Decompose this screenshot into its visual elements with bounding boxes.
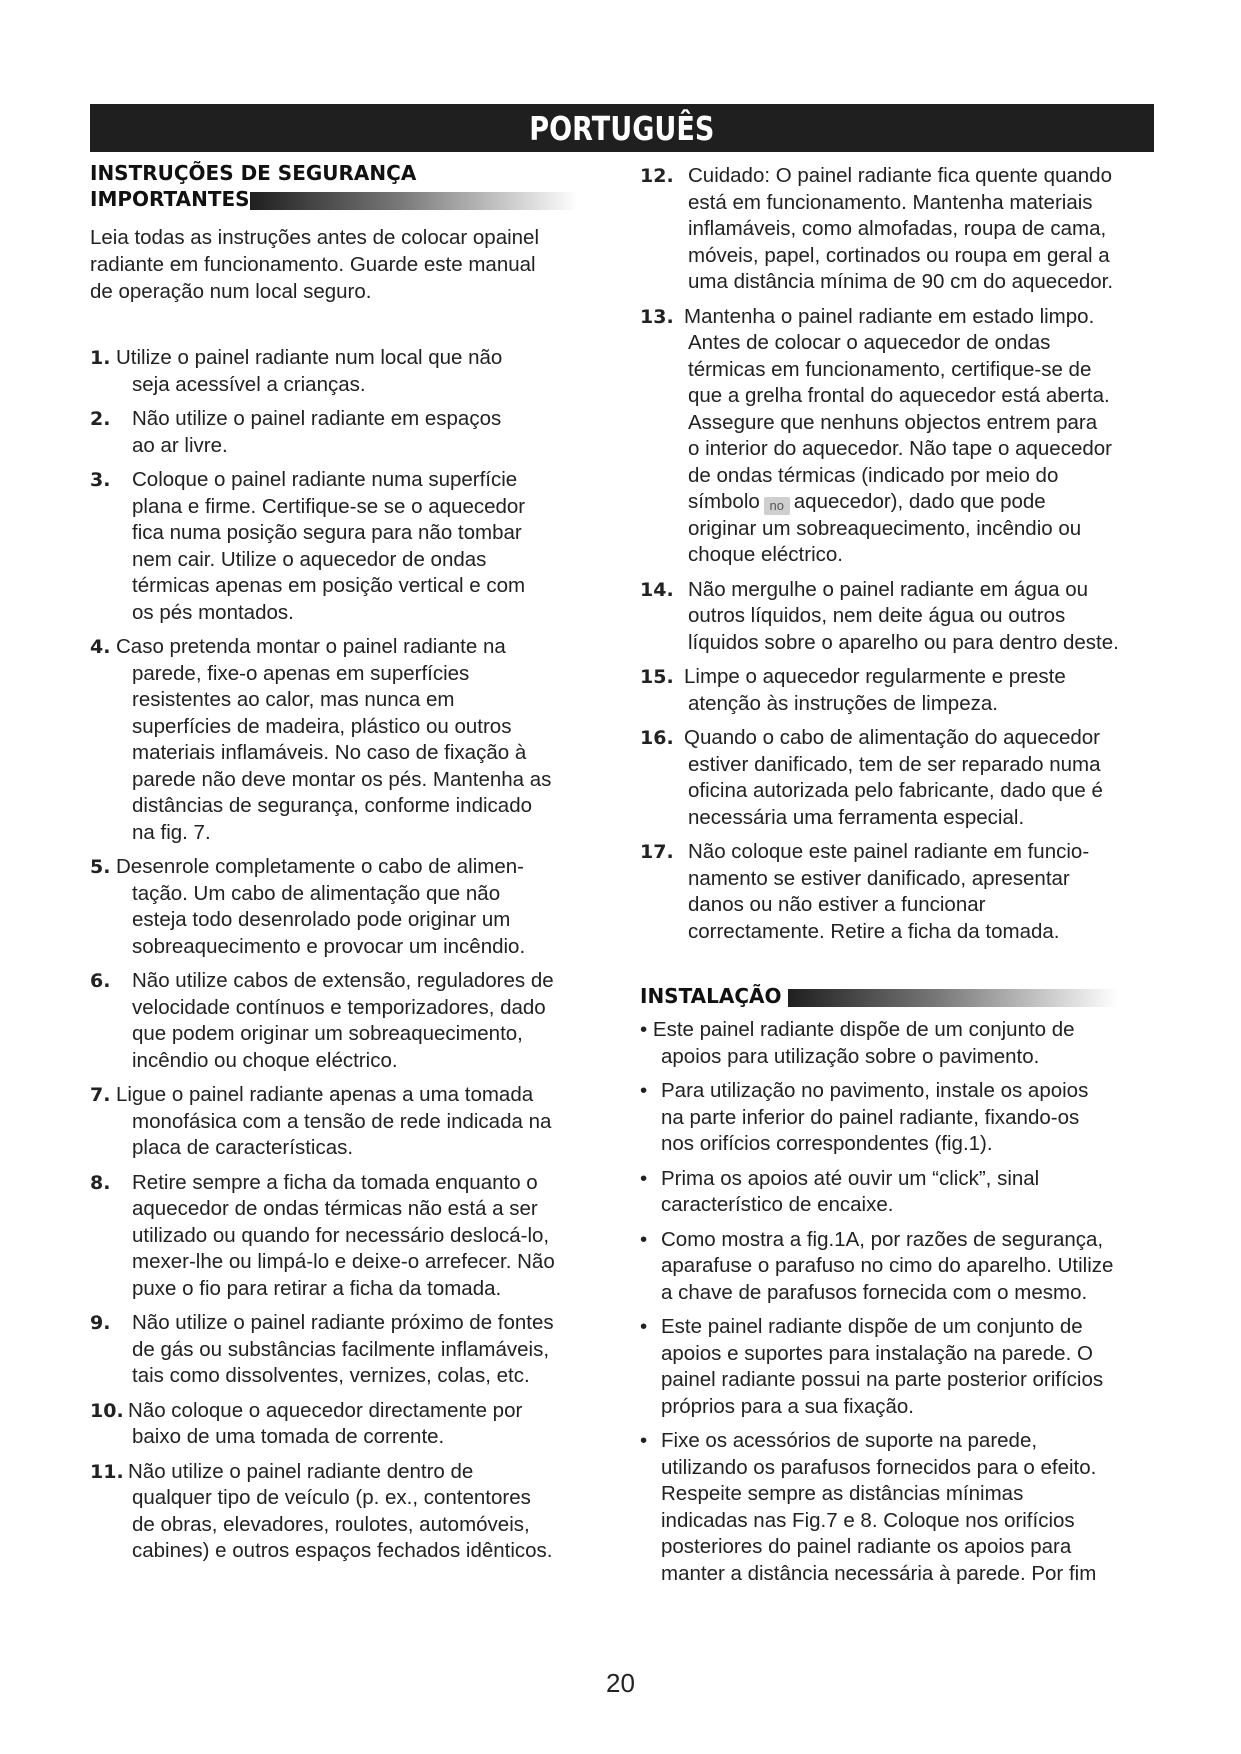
item-number: 8. <box>90 1171 111 1194</box>
item-line: na parte inferior do painel radiante, fixando-os <box>661 1105 1080 1129</box>
bullet-mark: • <box>640 1079 648 1102</box>
item-line: mexer-lhe ou limpá-lo e deixe-o arrefecer. Não <box>132 1250 555 1273</box>
item-line: Prima os apoios até ouvir um “click”, sinal <box>661 1166 1040 1190</box>
item-number: 17. <box>640 841 674 863</box>
item-line: Cuidado: O painel radiante fica quente quando <box>688 164 1112 187</box>
item-line: Fixe os acessórios de suporte na parede, <box>661 1429 1038 1452</box>
heading-gradient-bar <box>788 989 1118 1007</box>
item-line: característico de encaixe. <box>661 1193 894 1216</box>
item-line: velocidade contínuos e temporizadores, dado <box>132 995 546 1019</box>
item-line: o interior do aquecedor. Não tape o aquecedor <box>688 437 1112 460</box>
item-line: sobreaquecimento e provocar um incêndio. <box>132 934 526 958</box>
item-line: necessária uma ferramenta especial. <box>688 805 1025 829</box>
item-line: Assegure que nenhuns objectos entrem para <box>688 410 1098 434</box>
item-line: plana e firme. Certifique-se se o aquecedor <box>132 494 526 518</box>
item-line: Não mergulhe o painel radiante em água ou <box>688 577 1089 601</box>
item-line: danos ou não estiver a funcionar <box>688 893 986 916</box>
item-line: Este painel radiante dispõe de um conjunto de <box>661 1315 1083 1338</box>
item-line: outros líquidos, nem deite água ou outros <box>688 604 1066 627</box>
safety-item-8 <box>90 1170 605 1303</box>
item-line: ao ar livre. <box>132 433 228 457</box>
item-number: 13. <box>640 305 674 328</box>
safety-item-10 <box>90 1398 605 1451</box>
item-line: Retire sempre a ficha da tomada enquanto o <box>132 1170 538 1194</box>
item-line: tação. Um cabo de alimentação que não <box>132 881 501 905</box>
safety-list-left <box>90 345 605 1565</box>
heading-gradient-bar <box>250 192 578 210</box>
item-line: cabines) e outros espaços fechados idênticos. <box>132 1539 553 1562</box>
item-line-part: símbolo <box>688 490 760 513</box>
safety-item-3 <box>90 467 605 626</box>
item-line: Não coloque o aquecedor directamente por <box>128 1398 523 1422</box>
item-line: correctamente. Retire a ficha da tomada. <box>688 919 1060 943</box>
no-heater-symbol-icon: no <box>764 497 790 515</box>
item-number: 6. <box>90 970 111 992</box>
safety-item-17 <box>640 839 1160 945</box>
safety-heading-line1: INSTRUÇÕES DE SEGURANÇA <box>90 161 417 185</box>
installation-item <box>640 1078 1160 1158</box>
item-line: Caso pretenda montar o painel radiante na <box>116 635 506 658</box>
item-line: aquecedor de ondas térmicas não está a ser <box>132 1197 538 1220</box>
item-number: 5. <box>90 856 111 878</box>
safety-item-11 <box>90 1459 605 1565</box>
installation-item <box>640 1166 1160 1219</box>
item-line: choque eléctrico. <box>688 543 843 566</box>
item-number: 10. <box>90 1399 124 1422</box>
item-line: Antes de colocar o aquecedor de ondas <box>688 331 1051 354</box>
bullet-mark: • <box>640 1315 648 1338</box>
item-line: baixo de uma tomada de corrente. <box>132 1425 445 1448</box>
installation-item <box>640 1314 1160 1420</box>
item-line: a chave de parafusos fornecida com o mesmo. <box>661 1280 1088 1304</box>
item-line: parede, fixe-o apenas em superfícies <box>132 661 470 685</box>
safety-item-1 <box>90 345 605 398</box>
installation-item <box>640 1017 1160 1070</box>
item-line: de ondas térmicas (indicado por meio do <box>688 463 1059 487</box>
installation-item <box>640 1227 1160 1307</box>
item-line: Não utilize o painel radiante em espaços <box>132 407 502 430</box>
installation-list <box>640 1017 1160 1587</box>
item-number: 14. <box>640 578 674 601</box>
item-line: térmicas em funcionamento, certifique-se de <box>688 357 1092 381</box>
item-line: Coloque o painel radiante numa superfície <box>132 468 518 491</box>
item-line: oficina autorizada pelo fabricante, dado que é <box>688 779 1103 802</box>
item-line: fica numa posição segura para não tombar <box>132 521 522 544</box>
item-line: térmicas apenas em posição vertical e com <box>132 574 526 597</box>
item-line: superfícies de madeira, plástico ou outros <box>132 714 512 738</box>
item-line: posteriores do painel radiante os apoios para <box>661 1535 1072 1558</box>
item-line: Respeite sempre as distâncias mínimas <box>661 1482 1024 1505</box>
item-line: resistentes ao calor, mas nunca em <box>132 688 455 711</box>
safety-item-2 <box>90 406 605 459</box>
item-line: os pés montados. <box>132 600 294 624</box>
safety-item-7 <box>90 1082 605 1162</box>
item-line: aparafuse o parafuso no cimo do aparelho. Utilize <box>661 1254 1114 1277</box>
item-line: indicadas nas Fig.7 e 8. Coloque nos orifícios <box>661 1508 1075 1532</box>
banner-title: PORTUGUÊS <box>529 108 715 148</box>
left-column <box>90 160 605 1565</box>
installation-item <box>640 1428 1160 1587</box>
safety-heading <box>90 160 605 212</box>
item-line: Não coloque este painel radiante em funcio- <box>688 840 1090 863</box>
item-line: esteja todo desenrolado pode originar um <box>132 908 511 931</box>
item-number: 16. <box>640 727 674 749</box>
item-number: 15. <box>640 666 674 688</box>
installation-heading-text: INSTALAÇÃO <box>640 984 782 1008</box>
bullet-mark: • <box>640 1166 648 1190</box>
safety-intro <box>90 224 605 305</box>
item-line: puxe o fio para retirar a ficha da tomada. <box>132 1276 502 1300</box>
safety-item-4 <box>90 634 605 846</box>
item-line: nem cair. Utilize o aquecedor de ondas <box>132 547 487 571</box>
safety-item-15 <box>640 664 1160 717</box>
item-line: Mantenha o painel radiante em estado limpo. <box>684 304 1095 328</box>
safety-item-13 <box>640 304 1160 569</box>
item-line: Desenrole completamente o cabo de alimen- <box>116 855 524 878</box>
item-line: utilizado ou quando for necessário deslocá-lo, <box>132 1223 550 1247</box>
safety-item-16 <box>640 725 1160 831</box>
item-line: Ligue o painel radiante apenas a uma tomada <box>116 1083 534 1106</box>
item-number: 9. <box>90 1312 111 1334</box>
item-line: namento se estiver danificado, apresentar <box>688 866 1070 890</box>
item-line: que a grelha frontal do aquecedor está aberta. <box>688 384 1110 407</box>
item-line: Não utilize o painel radiante próximo de fontes <box>132 1311 554 1334</box>
item-line: móveis, papel, cortinados ou roupa em geral a <box>688 243 1110 267</box>
safety-item-12 <box>640 163 1160 296</box>
item-line: nos orifícios correspondentes (fig.1). <box>661 1132 993 1155</box>
item-line: Como mostra a fig.1A, por razões de segurança, <box>661 1227 1104 1251</box>
item-line: Utilize o painel radiante num local que não <box>116 346 503 369</box>
item-line: painel radiante possui na parte posterior orifícios <box>661 1368 1104 1391</box>
item-line: de gás ou substâncias facilmente inflamáveis, <box>132 1337 550 1361</box>
item-line-part: aquecedor), dado que pode <box>793 490 1046 513</box>
item-number: 4. <box>90 636 111 658</box>
safety-item-6 <box>90 968 605 1074</box>
item-line: monofásica com a tensão de rede indicada na <box>132 1109 552 1133</box>
item-line: materiais inflamáveis. No caso de fixação à <box>132 741 527 764</box>
item-line: apoios e suportes para instalação na parede. O <box>661 1341 1093 1365</box>
item-line: Quando o cabo de alimentação do aquecedor <box>684 726 1101 749</box>
item-line: utilizando os parafusos fornecidos para o efeito. <box>661 1455 1097 1479</box>
item-line <box>640 1017 1160 1044</box>
safety-item-14 <box>640 577 1160 657</box>
item-line: Para utilização no pavimento, instale os apoios <box>661 1079 1089 1102</box>
item-line: líquidos sobre o aparelho ou para dentro deste. <box>688 630 1119 654</box>
right-column <box>640 160 1160 1587</box>
item-number: 1. <box>90 347 111 369</box>
item-number: 3. <box>90 469 111 491</box>
item-line: inflamáveis, como almofadas, roupa de cama, <box>688 217 1107 240</box>
item-line: de obras, elevadores, roulotes, automóveis, <box>132 1512 530 1536</box>
item-line: que podem originar um sobreaquecimento, <box>132 1022 523 1045</box>
safety-item-5 <box>90 854 605 960</box>
page-number: 20 <box>606 1668 635 1698</box>
item-line: distâncias de segurança, conforme indicado <box>132 794 532 817</box>
bullet-mark: • <box>640 1227 648 1251</box>
safety-heading-line2: IMPORTANTES <box>90 187 250 211</box>
item-number: 11. <box>90 1460 124 1483</box>
item-line: estiver danificado, tem de ser reparado numa <box>688 752 1101 776</box>
item-number: 7. <box>90 1084 111 1106</box>
item-line: Limpe o aquecedor regularmente e preste <box>684 665 1066 688</box>
bullet-mark: • <box>640 1429 648 1452</box>
item-line: Não utilize o painel radiante dentro de <box>128 1459 474 1483</box>
installation-heading <box>640 983 1160 1009</box>
item-line: na fig. 7. <box>132 820 211 844</box>
safety-list-right <box>640 163 1160 945</box>
item-line: incêndio ou choque eléctrico. <box>132 1048 398 1072</box>
item-number: 12. <box>640 165 674 187</box>
item-line: atenção às instruções de limpeza. <box>688 691 998 715</box>
intro-line: Leia todas as instruções antes de colocar opainel <box>90 226 540 249</box>
item-line: qualquer tipo de veículo (p. ex., contentores <box>132 1486 531 1509</box>
item-line: Não utilize cabos de extensão, reguladores de <box>132 969 554 992</box>
safety-item-9 <box>90 1310 605 1390</box>
intro-line: radiante em funcionamento. Guarde este manual <box>90 253 536 276</box>
item-line-with-icon <box>640 489 1160 516</box>
item-line: parede não deve montar os pés. Mantenha as <box>132 767 552 791</box>
bullet-mark: • <box>640 1018 648 1041</box>
item-line: uma distância mínima de 90 cm do aquecedor. <box>688 270 1114 293</box>
language-banner <box>90 104 1154 152</box>
item-line: manter a distância necessária à parede. Por fim <box>661 1561 1097 1585</box>
item-line: seja acessível a crianças. <box>132 372 366 396</box>
item-line: originar um sobreaquecimento, incêndio ou <box>688 516 1082 540</box>
item-line: placa de características. <box>132 1136 354 1159</box>
item-line: está em funcionamento. Mantenha materiais <box>688 190 1093 214</box>
item-line-part: Este painel radiante dispõe de um conjunto de <box>652 1018 1075 1041</box>
item-line: apoios para utilização sobre o pavimento. <box>661 1044 1040 1068</box>
intro-line: de operação num local seguro. <box>90 280 372 303</box>
item-line: próprios para a sua fixação. <box>661 1394 914 1418</box>
item-number: 2. <box>90 408 111 430</box>
item-line: tais como dissolventes, vernizes, colas, etc. <box>132 1364 530 1387</box>
